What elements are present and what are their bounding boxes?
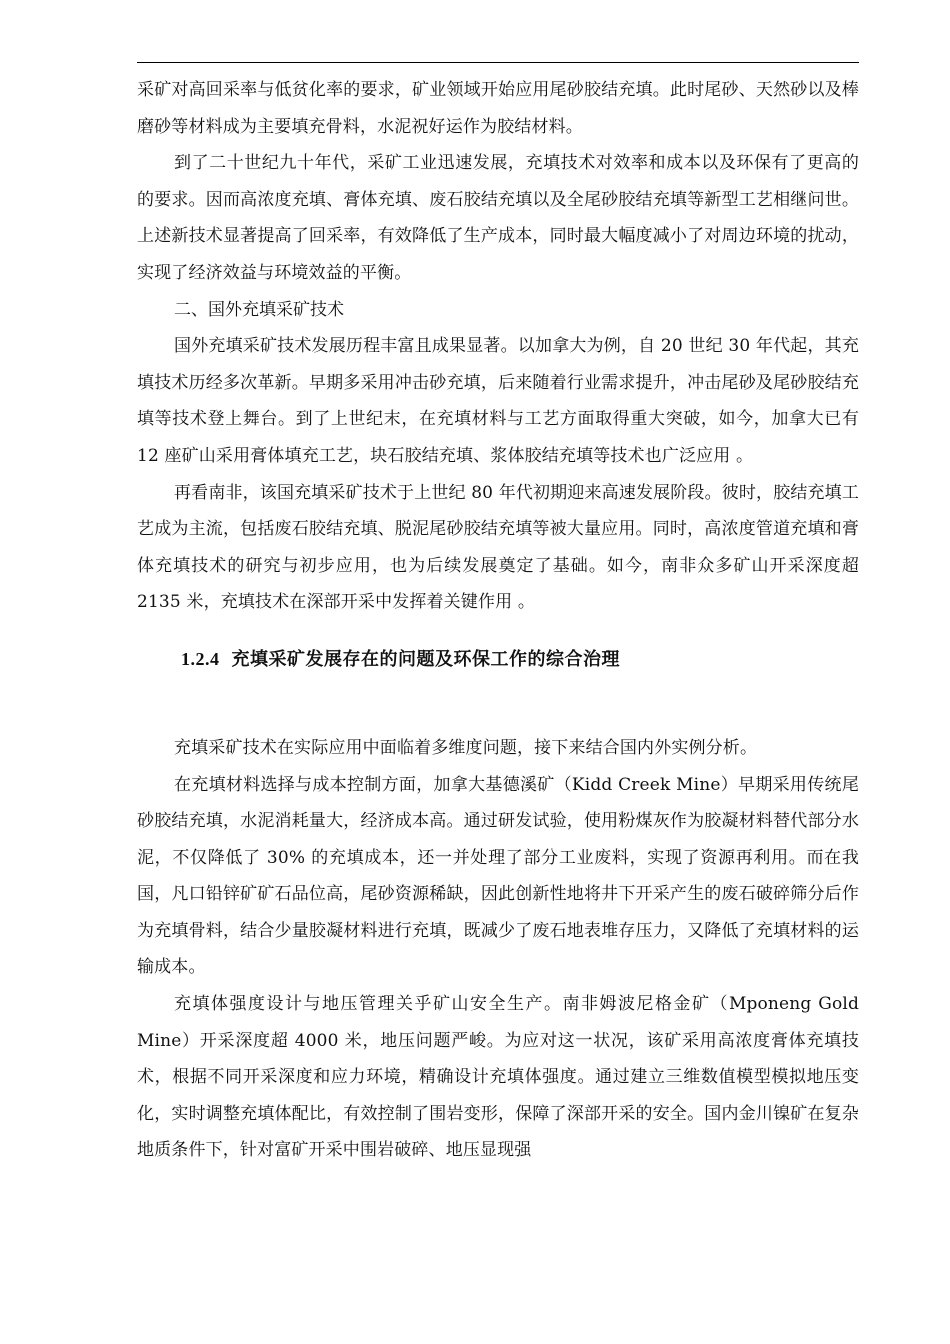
paragraph-2: 到了二十世纪九十年代，采矿工业迅速发展，充填技术对效率和成本以及环保有了更高的的要求。因而高浓度充填、膏体充填、废石胶结充填以及全尾砂胶结充填等新型工艺相继问世。上述新技术显著提高了回采率，有效降低了生产成本，同时最大幅度减小了对周边环境的扰动，实现了经济效益与环境效益的平衡。 [137,153,859,283]
paragraph-6: 在充填材料选择与成本控制方面，加拿大基德溪矿（Kidd Creek Mine）早期采用传统尾砂胶结充填，水泥消耗量大，经济成本高。通过研发试验，使用粉煤灰作为胶凝材料替代部分水泥，不仅降低了 30% 的充填成本，还一并处理了部分工业废料，实现了资源再利用。而在我国，凡口铅锌矿矿石品位高，尾砂资源稀缺，因此创新性地将井下开采产生的废石破碎筛分后作为充填骨料，结合少量胶凝材料进行充填，既减少了废石地表堆存压力，又降低了充填材料的运输成本。 [137,774,859,978]
header-rule [137,62,859,63]
subsection-heading: 二、国外充填采矿技术 [174,299,344,320]
document-body [137,72,859,1169]
section-heading [137,641,859,678]
paragraph-3: 国外充填采矿技术发展历程丰富且成果显著。以加拿大为例，自 20 世纪 30 年代起，其充填技术历经多次革新。早期多采用冲击砂充填，后来随着行业需求提升，冲击尾砂及尾砂胶结充填等技术登上舞台。到了上世纪末，在充填材料与工艺方面取得重大突破，如今，加拿大已有 12 座矿山采用膏体填充工艺，块石胶结充填、浆体胶结充填等技术也广泛应用 。 [137,336,859,466]
paragraph-7: 充填体强度设计与地压管理关乎矿山安全生产。南非姆波尼格金矿（Mponeng Gold Mine）开采深度超 4000 米，地压问题严峻。为应对这一状况，该矿采用高浓度膏体充填技术，根据不同开采深度和应力环境，精确设计充填体强度。通过建立三维数值模型模拟地压变化，实时调整充填体配比，有效控制了围岩变形，保障了深部开采的安全。国内金川镍矿在复杂地质条件下，针对富矿开采中围岩破碎、地压显现强 [137,994,859,1161]
paragraph-1: 采矿对高回采率与低贫化率的要求，矿业领域开始应用尾砂胶结充填。此时尾砂、天然砂以及棒磨砂等材料成为主要填充骨料，水泥祝好运作为胶结材料。 [137,80,859,137]
paragraph-4: 再看南非，该国充填采矿技术于上世纪 80 年代初期迎来高速发展阶段。彼时，胶结充填工艺成为主流，包括废石胶结充填、脱泥尾砂胶结充填等被大量应用。同时，高浓度管道充填和膏体充填技术的研究与初步应用，也为后续发展奠定了基础。如今，南非众多矿山开采深度超 2135 米，充填技术在深部开采中发挥着关键作用 。 [137,482,859,613]
paragraph-5: 充填采矿技术在实际应用中面临着多维度问题，接下来结合国内外实例分析。 [174,737,758,758]
section-number: 1.2.4 [181,648,220,669]
section-title: 充填采矿发展存在的问题及环保工作的综合治理 [231,648,620,670]
